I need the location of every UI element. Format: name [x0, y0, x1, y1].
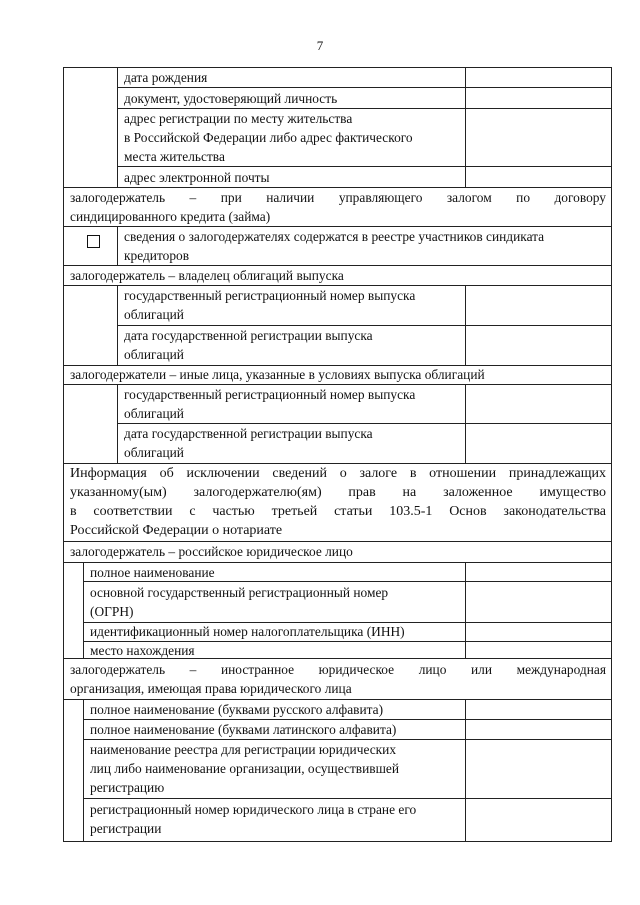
foreign-entity-name-russian: полное наименование (буквами русского алфавита)	[90, 702, 384, 717]
field-birth-date: дата рождения	[124, 70, 208, 85]
other-persons-reg-date-line-2: облигаций	[124, 445, 184, 460]
foreign-entity-reg-number-line-1: регистрационный номер юридического лица в стране его	[90, 802, 417, 817]
foreign-entity-name-latin: полное наименование (буквами латинского алфавита)	[90, 722, 397, 737]
other-persons-reg-number-line-2: облигаций	[124, 406, 184, 421]
foreign-entity-reg-number-line-2: регистрации	[90, 821, 162, 836]
page-number: 7	[316, 38, 324, 53]
foreign-entity-registry-line-3: регистрацию	[90, 780, 165, 795]
russian-entity-full-name: полное наименование	[90, 565, 215, 580]
foreign-entity-registry-line-2: лиц либо наименование организации, осуществившей	[90, 761, 400, 776]
exclusion-info-line-1: Информация об исключении сведений о залоге в отношении принадлежащих	[70, 466, 606, 481]
field-identity-document: документ, удостоверяющий личность	[124, 91, 338, 106]
checkbox-syndicate-registry[interactable]	[87, 235, 100, 248]
bond-owner-reg-date-line-1: дата государственной регистрации выпуска	[124, 328, 373, 343]
russian-entity-ogrn-line-1: основной государственный регистрационный номер	[90, 585, 389, 600]
other-persons-reg-number-line-1: государственный регистрационный номер выпуска	[124, 387, 416, 402]
bond-owner-heading: залогодержатель – владелец облигаций выпуска	[70, 268, 344, 283]
foreign-entity-registry-line-1: наименование реестра для регистрации юридических	[90, 742, 397, 757]
exclusion-info-line-3: в соответствии с частью третьей статьи 103.5-1 Основ законодательства	[70, 504, 606, 519]
field-email-address: адрес электронной почты	[124, 170, 270, 185]
foreign-entity-heading-line-1: залогодержатель – иностранное юридическое лицо или международная	[70, 662, 606, 677]
syndicate-registry-text-line-2: кредиторов	[124, 248, 190, 263]
russian-entity-location: место нахождения	[90, 643, 195, 658]
bond-owner-reg-date-line-2: облигаций	[124, 347, 184, 362]
syndicated-heading-line-1: залогодержатель – при наличии управляющего залогом по договору	[70, 190, 606, 205]
foreign-entity-heading-line-2: организация, имеющая права юридического лица	[70, 681, 352, 696]
exclusion-info-line-4: Российской Федерации о нотариате	[70, 523, 283, 538]
russian-entity-heading: залогодержатель – российское юридическое лицо	[70, 544, 353, 559]
pledge-registry-form-table	[63, 67, 612, 842]
field-residence-address-line-2: в Российской Федерации либо адрес фактического	[124, 130, 413, 145]
field-residence-address-line-1: адрес регистрации по месту жительства	[124, 111, 353, 126]
field-residence-address-line-3: места жительства	[124, 149, 225, 164]
bond-owner-reg-number-line-2: облигаций	[124, 307, 184, 322]
bond-owner-reg-number-line-1: государственный регистрационный номер выпуска	[124, 288, 416, 303]
russian-entity-inn: идентификационный номер налогоплательщика (ИНН)	[90, 624, 405, 639]
other-persons-heading: залогодержатели – иные лица, указанные в условиях выпуска облигаций	[70, 367, 485, 382]
russian-entity-ogrn-line-2: (ОГРН)	[90, 604, 134, 619]
other-persons-reg-date-line-1: дата государственной регистрации выпуска	[124, 426, 373, 441]
syndicated-heading-line-2: синдицированного кредита (займа)	[70, 209, 271, 224]
syndicate-registry-text-line-1: сведения о залогодержателях содержатся в реестре участников синдиката	[124, 229, 545, 244]
exclusion-info-line-2: указанному(ым) залогодержателю(ям) прав на заложенное имущество	[70, 485, 606, 500]
